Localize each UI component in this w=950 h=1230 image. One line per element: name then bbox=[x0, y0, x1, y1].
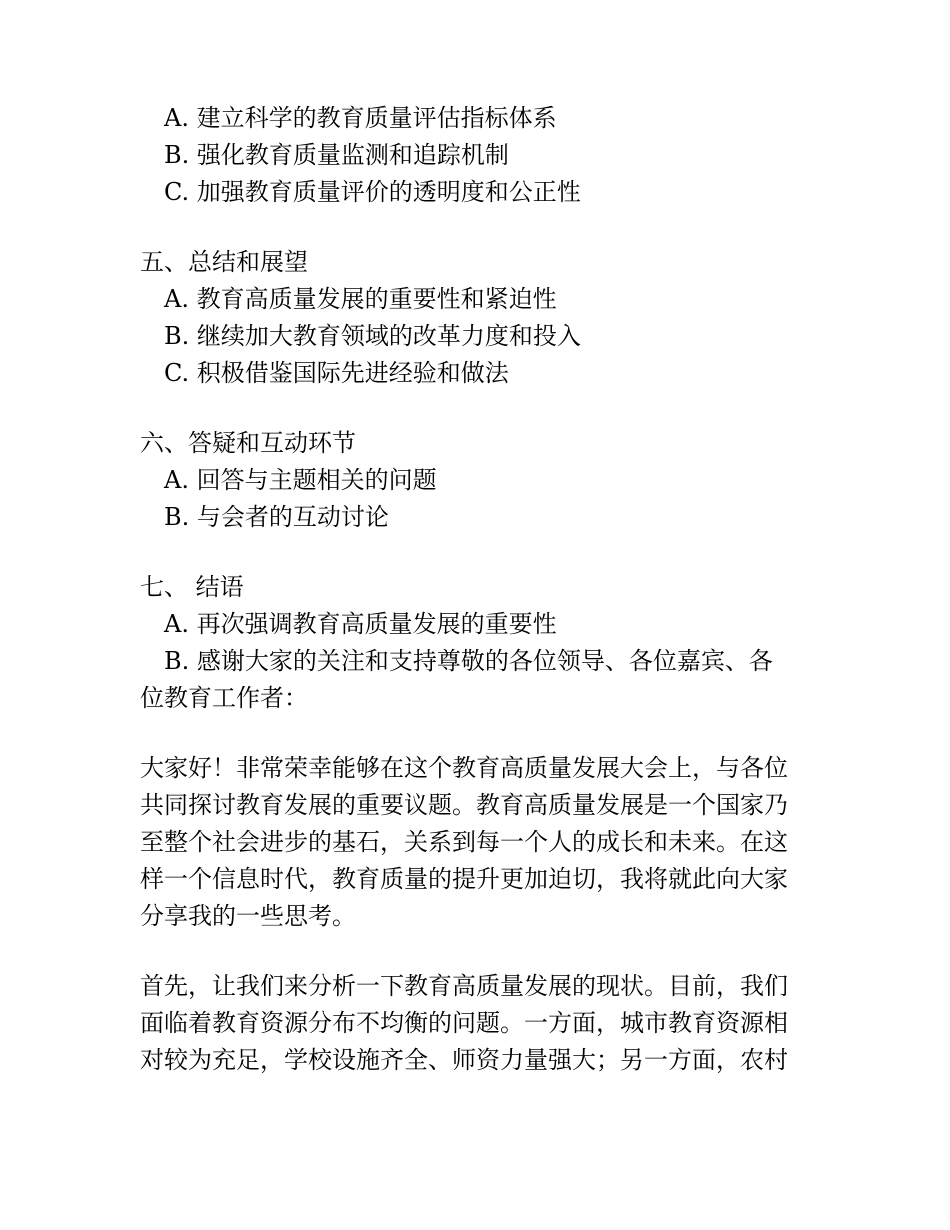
list-item: A. 回答与主题相关的问题 bbox=[164, 466, 437, 494]
section-heading: 六、答疑和互动环节 bbox=[140, 429, 356, 457]
section-4-items bbox=[140, 100, 815, 211]
paragraph-line: 大家好！非常荣幸能够在这个教育高质量发展大会上，与各位 bbox=[140, 754, 788, 782]
paragraph-line: 对较为充足，学校设施齐全、师资力量强大；另一方面，农村 bbox=[140, 1046, 788, 1074]
list-item: B. 感谢大家的关注和支持尊敬的各位领导、各位嘉宾、各 bbox=[164, 647, 773, 675]
paragraph-line: 首先，让我们来分析一下教育高质量发展的现状。目前，我们 bbox=[140, 972, 788, 1000]
list-item-continuation: 位教育工作者： bbox=[140, 684, 308, 712]
section-heading: 七、 结语 bbox=[140, 573, 244, 601]
section-heading: 五、总结和展望 bbox=[140, 248, 308, 276]
section-5 bbox=[140, 244, 815, 392]
paragraph-line: 样一个信息时代，教育质量的提升更加迫切，我将就此向大家 bbox=[140, 865, 788, 893]
list-item: A. 建立科学的教育质量评估指标体系 bbox=[164, 104, 557, 132]
list-item: A. 教育高质量发展的重要性和紧迫性 bbox=[164, 285, 557, 313]
list-item: C. 加强教育质量评价的透明度和公正性 bbox=[164, 178, 581, 206]
document-body bbox=[140, 100, 815, 1079]
paragraph-line: 面临着教育资源分布不均衡的问题。一方面，城市教育资源相 bbox=[140, 1009, 788, 1037]
list-item: B. 继续加大教育领域的改革力度和投入 bbox=[164, 322, 581, 350]
list-item: B. 强化教育质量监测和追踪机制 bbox=[164, 141, 509, 169]
list-item: B. 与会者的互动讨论 bbox=[164, 503, 389, 531]
paragraph-status-analysis bbox=[140, 968, 815, 1079]
section-6 bbox=[140, 425, 815, 536]
section-7 bbox=[140, 569, 815, 717]
paragraph-line: 共同探讨教育发展的重要议题。教育高质量发展是一个国家乃 bbox=[140, 791, 788, 819]
list-item: A. 再次强调教育高质量发展的重要性 bbox=[164, 610, 557, 638]
paragraph-line: 至整个社会进步的基石，关系到每一个人的成长和未来。在这 bbox=[140, 828, 788, 856]
paragraph-line: 分享我的一些思考。 bbox=[140, 902, 356, 930]
list-item: C. 积极借鉴国际先进经验和做法 bbox=[164, 359, 509, 387]
paragraph-greeting bbox=[140, 750, 815, 935]
